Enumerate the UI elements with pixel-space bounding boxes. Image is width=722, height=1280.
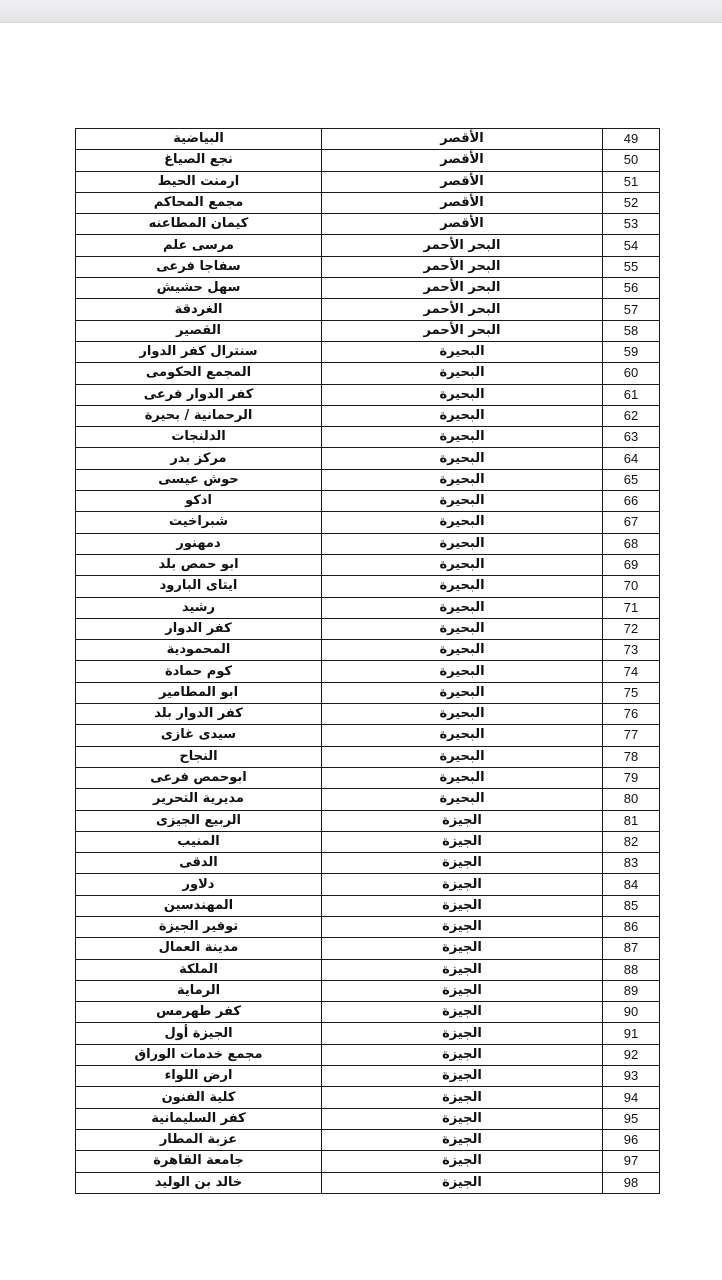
governorate-cell: الجيزة xyxy=(322,810,603,831)
branch-name-cell: سفاجا فرعى xyxy=(76,256,322,277)
row-number-cell: 85 xyxy=(603,895,660,916)
governorate-cell: الجيزة xyxy=(322,938,603,959)
branch-name-cell: الجيزة أول xyxy=(76,1023,322,1044)
row-number-cell: 86 xyxy=(603,916,660,937)
branch-name-cell: الملكة xyxy=(76,959,322,980)
governorate-cell: الأقصر xyxy=(322,129,603,150)
table-row xyxy=(76,1044,660,1065)
branch-name-cell: توفير الجيزة xyxy=(76,916,322,937)
governorate-cell: الجيزة xyxy=(322,831,603,852)
table-row xyxy=(76,1002,660,1023)
table-row xyxy=(76,554,660,575)
governorate-cell: الجيزة xyxy=(322,1151,603,1172)
branch-name-cell: كفر الدوار بلد xyxy=(76,704,322,725)
branch-name-cell: مدينة العمال xyxy=(76,938,322,959)
row-number-cell: 90 xyxy=(603,1002,660,1023)
governorate-cell: البحيرة xyxy=(322,640,603,661)
branch-name-cell: شبراخيت xyxy=(76,512,322,533)
row-number-cell: 94 xyxy=(603,1087,660,1108)
row-number-cell: 58 xyxy=(603,320,660,341)
row-number-cell: 88 xyxy=(603,959,660,980)
row-number-cell: 78 xyxy=(603,746,660,767)
table-row xyxy=(76,938,660,959)
table-row xyxy=(76,704,660,725)
table-row xyxy=(76,363,660,384)
branch-name-cell: المهندسين xyxy=(76,895,322,916)
governorate-cell: الجيزة xyxy=(322,916,603,937)
branch-name-cell: ابو المطامير xyxy=(76,682,322,703)
governorate-cell: البحيرة xyxy=(322,767,603,788)
governorate-cell: الجيزة xyxy=(322,874,603,895)
table-row xyxy=(76,1066,660,1087)
table-row xyxy=(76,491,660,512)
table-row xyxy=(76,895,660,916)
governorate-cell: البحيرة xyxy=(322,384,603,405)
governorate-cell: البحيرة xyxy=(322,469,603,490)
branch-name-cell: كيمان المطاعنه xyxy=(76,214,322,235)
table-row xyxy=(76,1172,660,1193)
table-row xyxy=(76,640,660,661)
governorate-cell: البحيرة xyxy=(322,491,603,512)
branch-name-cell: كفر الدوار فرعى xyxy=(76,384,322,405)
row-number-cell: 53 xyxy=(603,214,660,235)
table-row xyxy=(76,1087,660,1108)
governorate-cell: البحيرة xyxy=(322,704,603,725)
row-number-cell: 81 xyxy=(603,810,660,831)
table-row xyxy=(76,384,660,405)
branch-name-cell: ارمنت الحيط xyxy=(76,171,322,192)
governorate-cell: الجيزة xyxy=(322,1129,603,1150)
branch-name-cell: دمهنور xyxy=(76,533,322,554)
governorate-cell: البحر الأحمر xyxy=(322,299,603,320)
branch-name-cell: الدقى xyxy=(76,853,322,874)
governorate-cell: البحيرة xyxy=(322,512,603,533)
table-row xyxy=(76,618,660,639)
governorate-cell: الجيزة xyxy=(322,1023,603,1044)
row-number-cell: 93 xyxy=(603,1066,660,1087)
governorate-cell: البحيرة xyxy=(322,363,603,384)
table-row xyxy=(76,299,660,320)
table-row xyxy=(76,959,660,980)
branches-table xyxy=(75,128,660,1194)
table-row xyxy=(76,576,660,597)
branch-name-cell: نجع الصياغ xyxy=(76,150,322,171)
table-body xyxy=(76,129,660,1194)
branch-name-cell: مركز بدر xyxy=(76,448,322,469)
governorate-cell: البحيرة xyxy=(322,341,603,362)
table-row xyxy=(76,448,660,469)
branch-name-cell: الغردقة xyxy=(76,299,322,320)
table-row xyxy=(76,789,660,810)
row-number-cell: 67 xyxy=(603,512,660,533)
table-row xyxy=(76,533,660,554)
table-row xyxy=(76,192,660,213)
row-number-cell: 64 xyxy=(603,448,660,469)
table-row xyxy=(76,810,660,831)
governorate-cell: البحر الأحمر xyxy=(322,320,603,341)
governorate-cell: البحيرة xyxy=(322,618,603,639)
branch-name-cell: المحمودية xyxy=(76,640,322,661)
branch-name-cell: القصير xyxy=(76,320,322,341)
governorate-cell: الجيزة xyxy=(322,1066,603,1087)
table-row xyxy=(76,278,660,299)
table-row xyxy=(76,512,660,533)
branch-name-cell: البياضية xyxy=(76,129,322,150)
table-row xyxy=(76,980,660,1001)
row-number-cell: 75 xyxy=(603,682,660,703)
governorate-cell: الجيزة xyxy=(322,1044,603,1065)
table-row xyxy=(76,129,660,150)
branch-name-cell: كوم حمادة xyxy=(76,661,322,682)
table-row xyxy=(76,235,660,256)
row-number-cell: 65 xyxy=(603,469,660,490)
table-row xyxy=(76,469,660,490)
governorate-cell: البحر الأحمر xyxy=(322,235,603,256)
branch-name-cell: مرسى علم xyxy=(76,235,322,256)
table-row xyxy=(76,874,660,895)
table-row xyxy=(76,916,660,937)
row-number-cell: 95 xyxy=(603,1108,660,1129)
branch-name-cell: كفر السليمانية xyxy=(76,1108,322,1129)
row-number-cell: 57 xyxy=(603,299,660,320)
row-number-cell: 80 xyxy=(603,789,660,810)
row-number-cell: 49 xyxy=(603,129,660,150)
row-number-cell: 62 xyxy=(603,405,660,426)
branch-name-cell: الدلنجات xyxy=(76,427,322,448)
table-row xyxy=(76,171,660,192)
table-row xyxy=(76,256,660,277)
table-row xyxy=(76,320,660,341)
table-row xyxy=(76,1108,660,1129)
table-row xyxy=(76,597,660,618)
table-row xyxy=(76,767,660,788)
row-number-cell: 63 xyxy=(603,427,660,448)
row-number-cell: 91 xyxy=(603,1023,660,1044)
row-number-cell: 72 xyxy=(603,618,660,639)
branch-name-cell: حوش عيسى xyxy=(76,469,322,490)
branch-name-cell: جامعة القاهرة xyxy=(76,1151,322,1172)
governorate-cell: الجيزة xyxy=(322,1108,603,1129)
branch-name-cell: الربيع الجيزى xyxy=(76,810,322,831)
row-number-cell: 71 xyxy=(603,597,660,618)
row-number-cell: 84 xyxy=(603,874,660,895)
row-number-cell: 59 xyxy=(603,341,660,362)
branch-name-cell: سيدى غازى xyxy=(76,725,322,746)
table-row xyxy=(76,214,660,235)
table-row xyxy=(76,1129,660,1150)
governorate-cell: الأقصر xyxy=(322,171,603,192)
governorate-cell: الجيزة xyxy=(322,1002,603,1023)
governorate-cell: الأقصر xyxy=(322,150,603,171)
branch-name-cell: الرحمانية / بحيرة xyxy=(76,405,322,426)
governorate-cell: البحيرة xyxy=(322,576,603,597)
row-number-cell: 73 xyxy=(603,640,660,661)
governorate-cell: البحر الأحمر xyxy=(322,256,603,277)
row-number-cell: 76 xyxy=(603,704,660,725)
governorate-cell: الجيزة xyxy=(322,1087,603,1108)
governorate-cell: البحيرة xyxy=(322,661,603,682)
table-row xyxy=(76,682,660,703)
table-row xyxy=(76,725,660,746)
branch-name-cell: رشيد xyxy=(76,597,322,618)
branch-name-cell: دلاور xyxy=(76,874,322,895)
row-number-cell: 97 xyxy=(603,1151,660,1172)
row-number-cell: 87 xyxy=(603,938,660,959)
branch-name-cell: مجمع خدمات الوراق xyxy=(76,1044,322,1065)
table-row xyxy=(76,405,660,426)
governorate-cell: البحيرة xyxy=(322,789,603,810)
branch-name-cell: النجاح xyxy=(76,746,322,767)
window-top-bar xyxy=(0,0,722,23)
row-number-cell: 92 xyxy=(603,1044,660,1065)
branch-name-cell: المجمع الحكومى xyxy=(76,363,322,384)
table-row xyxy=(76,150,660,171)
row-number-cell: 83 xyxy=(603,853,660,874)
row-number-cell: 50 xyxy=(603,150,660,171)
table-row xyxy=(76,661,660,682)
table-row xyxy=(76,1151,660,1172)
row-number-cell: 61 xyxy=(603,384,660,405)
row-number-cell: 54 xyxy=(603,235,660,256)
branch-name-cell: الرماية xyxy=(76,980,322,1001)
governorate-cell: الجيزة xyxy=(322,853,603,874)
row-number-cell: 89 xyxy=(603,980,660,1001)
row-number-cell: 52 xyxy=(603,192,660,213)
governorate-cell: البحيرة xyxy=(322,554,603,575)
table-row xyxy=(76,1023,660,1044)
row-number-cell: 79 xyxy=(603,767,660,788)
branch-name-cell: سنترال كفر الدوار xyxy=(76,341,322,362)
branch-name-cell: ايتاى البارود xyxy=(76,576,322,597)
governorate-cell: البحيرة xyxy=(322,533,603,554)
branch-name-cell: خالد بن الوليد xyxy=(76,1172,322,1193)
governorate-cell: البحيرة xyxy=(322,405,603,426)
row-number-cell: 60 xyxy=(603,363,660,384)
governorate-cell: البحر الأحمر xyxy=(322,278,603,299)
row-number-cell: 98 xyxy=(603,1172,660,1193)
row-number-cell: 77 xyxy=(603,725,660,746)
table-row xyxy=(76,831,660,852)
branch-name-cell: كلية الفنون xyxy=(76,1087,322,1108)
branch-name-cell: كفر طهرمس xyxy=(76,1002,322,1023)
branch-name-cell: مجمع المحاكم xyxy=(76,192,322,213)
row-number-cell: 51 xyxy=(603,171,660,192)
governorate-cell: البحيرة xyxy=(322,725,603,746)
document-page xyxy=(0,23,722,1280)
governorate-cell: الأقصر xyxy=(322,214,603,235)
governorate-cell: الجيزة xyxy=(322,895,603,916)
governorate-cell: البحيرة xyxy=(322,746,603,767)
table-row xyxy=(76,746,660,767)
branch-name-cell: ابوحمص فرعى xyxy=(76,767,322,788)
row-number-cell: 69 xyxy=(603,554,660,575)
table-row xyxy=(76,427,660,448)
governorate-cell: الجيزة xyxy=(322,959,603,980)
row-number-cell: 74 xyxy=(603,661,660,682)
table-row xyxy=(76,341,660,362)
branch-name-cell: كفر الدوار xyxy=(76,618,322,639)
branch-name-cell: المنيب xyxy=(76,831,322,852)
branch-name-cell: ادكو xyxy=(76,491,322,512)
row-number-cell: 55 xyxy=(603,256,660,277)
governorate-cell: البحيرة xyxy=(322,682,603,703)
table-row xyxy=(76,853,660,874)
governorate-cell: الجيزة xyxy=(322,1172,603,1193)
governorate-cell: البحيرة xyxy=(322,448,603,469)
row-number-cell: 56 xyxy=(603,278,660,299)
branch-name-cell: ارض اللواء xyxy=(76,1066,322,1087)
branch-name-cell: عزبة المطار xyxy=(76,1129,322,1150)
branch-name-cell: مديرية التحرير xyxy=(76,789,322,810)
branch-name-cell: ابو حمص بلد xyxy=(76,554,322,575)
branch-name-cell: سهل حشيش xyxy=(76,278,322,299)
governorate-cell: البحيرة xyxy=(322,427,603,448)
row-number-cell: 82 xyxy=(603,831,660,852)
row-number-cell: 66 xyxy=(603,491,660,512)
row-number-cell: 96 xyxy=(603,1129,660,1150)
governorate-cell: البحيرة xyxy=(322,597,603,618)
row-number-cell: 70 xyxy=(603,576,660,597)
governorate-cell: الجيزة xyxy=(322,980,603,1001)
row-number-cell: 68 xyxy=(603,533,660,554)
governorate-cell: الأقصر xyxy=(322,192,603,213)
